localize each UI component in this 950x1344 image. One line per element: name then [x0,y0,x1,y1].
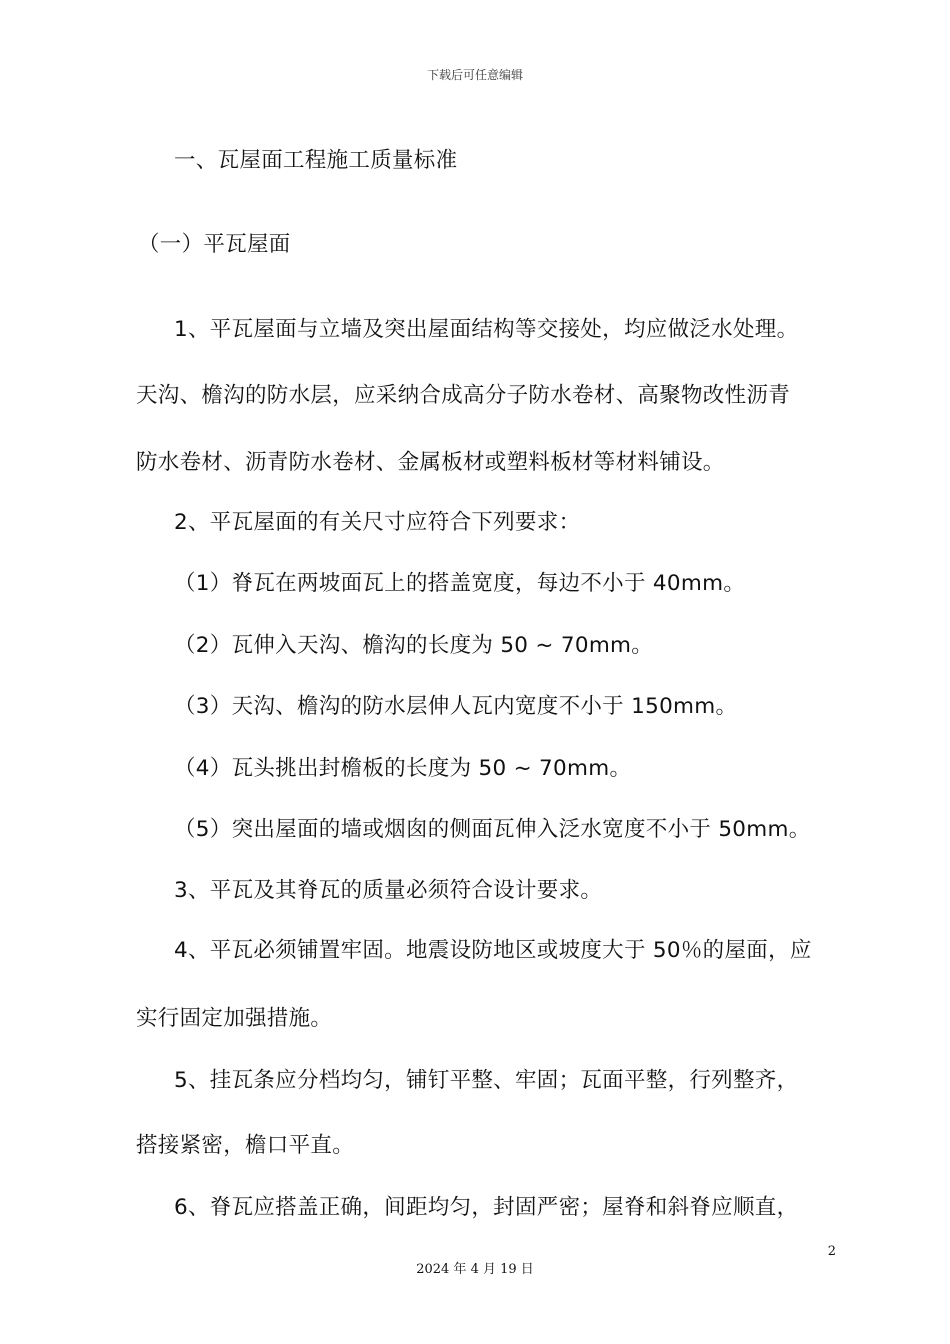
subsection-title: （一）平瓦屋面 [138,232,291,257]
paragraph-line: 6、脊瓦应搭盖正确，间距均匀，封固严密；屋脊和斜脊应顺直， [174,1195,799,1220]
page-number: 2 [827,1244,836,1259]
paragraph-line: 5、挂瓦条应分档均匀，铺钉平整、牢固；瓦面平整，行列整齐， [174,1068,799,1093]
paragraph-line: 天沟、檐沟的防水层，应采纳合成高分子防水卷材、高聚物改性沥青 [136,383,791,408]
list-item: （5）突出屋面的墙或烟囱的侧面瓦伸入泛水宽度不小于 50mm。 [174,817,811,842]
paragraph-line: 3、平瓦及其脊瓦的质量必须符合设计要求。 [174,878,603,903]
list-item: （1）脊瓦在两坡面瓦上的搭盖宽度，每边不小于 40mm。 [174,571,746,596]
list-item: （2）瓦伸入天沟、檐沟的长度为 50 ~ 70mm。 [174,633,654,658]
footer-date: 2024 年 4 月 19 日 [416,1262,534,1277]
page-header: 下载后可任意编辑 [426,68,523,82]
paragraph-line: 4、平瓦必须铺置牢固。地震设防地区或坡度大于 50％的屋面，应 [174,938,812,963]
list-item: （3）天沟、檐沟的防水层伸人瓦内宽度不小于 150mm。 [174,694,738,719]
list-item: （4）瓦头挑出封檐板的长度为 50 ~ 70mm。 [174,756,632,781]
paragraph-line: 实行固定加强措施。 [136,1006,333,1031]
paragraph-line: 1、平瓦屋面与立墙及突出屋面结构等交接处，均应做泛水处理。 [174,317,799,342]
paragraph-line: 搭接紧密，檐口平直。 [136,1133,355,1158]
paragraph-line: 2、平瓦屋面的有关尺寸应符合下列要求： [174,510,581,535]
section-title: 一、瓦屋面工程施工质量标准 [174,148,458,173]
paragraph-line: 防水卷材、沥青防水卷材、金属板材或塑料板材等材料铺设。 [136,450,725,475]
